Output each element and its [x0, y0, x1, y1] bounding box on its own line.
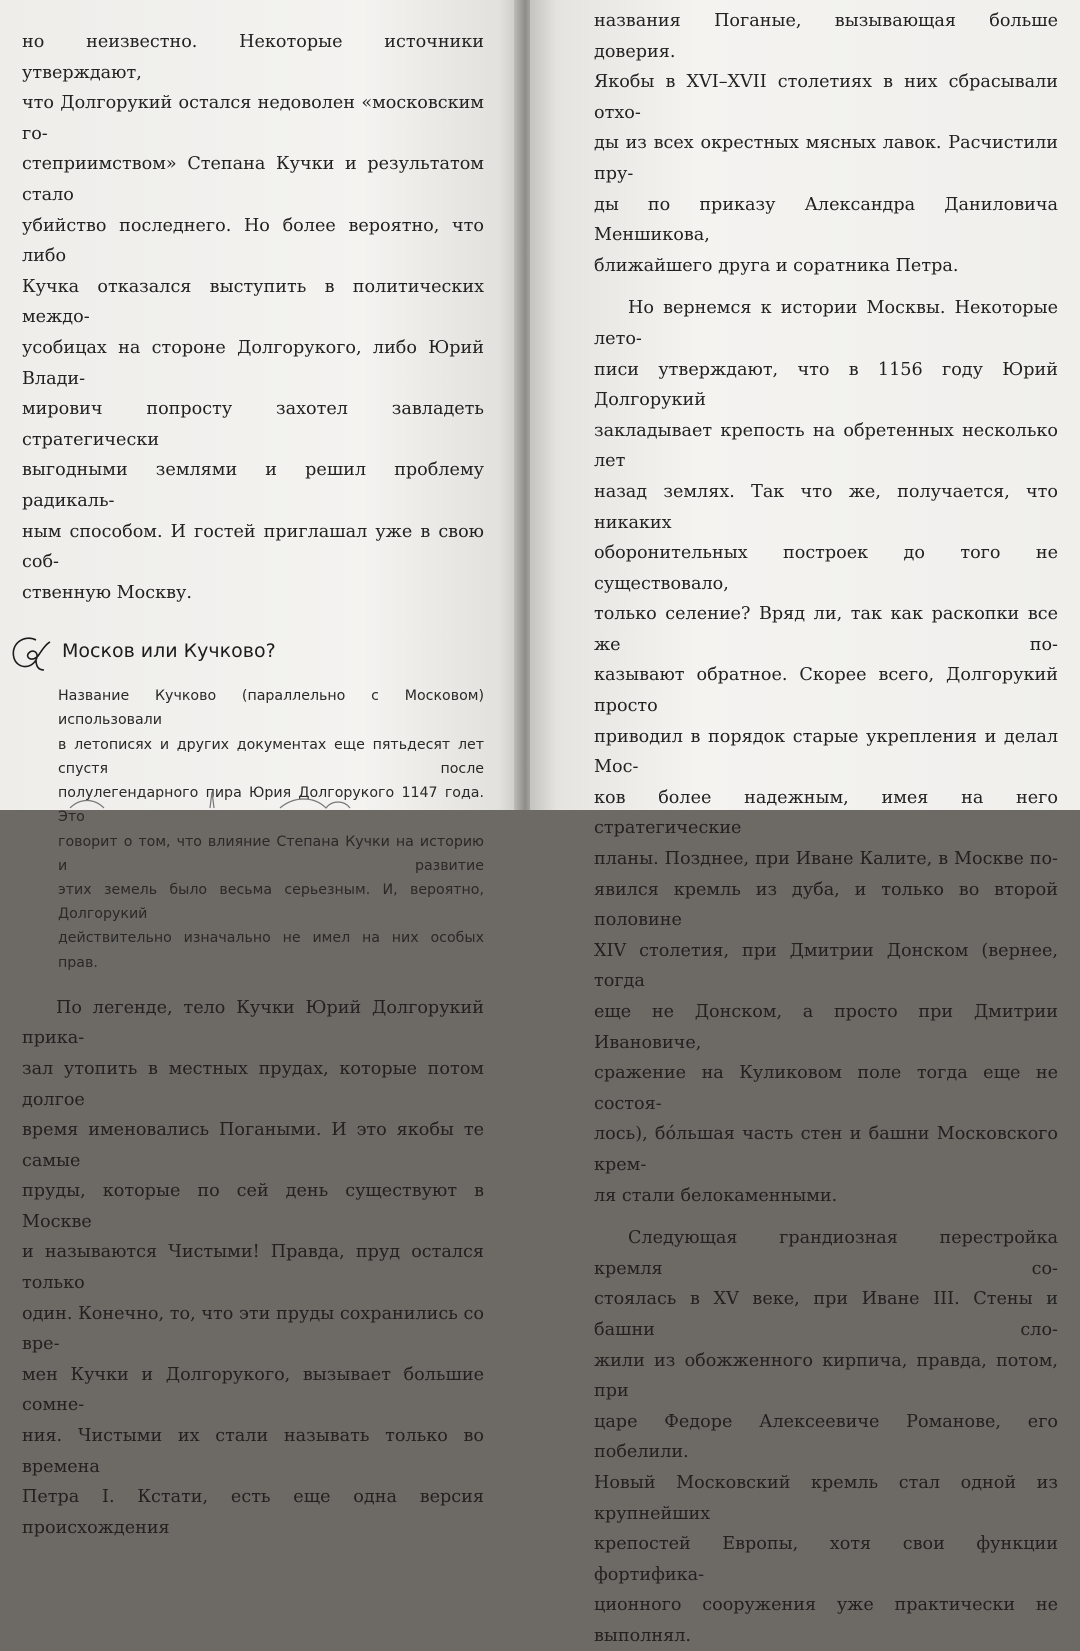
text-line: пруды, которые по сей день существуют в Москве — [22, 1181, 484, 1232]
text-line: писи утверждают, что в 1156 году Юрий Долгорукий — [594, 359, 1058, 411]
text-line: еще не Донском, а просто при Дмитрии Ивановиче, — [594, 1002, 1058, 1053]
text-line: ближайшего друга и соратника Петра. — [594, 255, 959, 276]
sidebar-line: действительно изначально не имел на них особых прав. — [58, 930, 484, 971]
text-line: только селение? Вряд ли, так как раскопки все же по- — [594, 604, 1058, 655]
text-line: мирович попросту захотел завладеть стратегически — [22, 399, 484, 450]
text-line: планы. Позднее, при Иване Калите, в Москве по- — [594, 849, 1058, 870]
right-paragraph-1 — [594, 6, 1058, 281]
text-line: ным способом. И гостей приглашал уже в свою соб- — [22, 521, 484, 573]
text-line: сражение на Куликовом поле тогда еще не состоя- — [594, 1063, 1058, 1114]
text-line: но неизвестно. Некоторые источники утверждают, — [22, 32, 484, 83]
right-paragraph-2 — [594, 293, 1058, 1211]
text-line: лось), бо́льшая часть стен и башни Московского крем- — [594, 1124, 1058, 1175]
text-line: Но вернемся к истории Москвы. Некоторые лето- — [594, 298, 1058, 349]
sidebar-heading — [22, 624, 484, 674]
right-paragraph-3 — [594, 1223, 1058, 1651]
sidebar-line: этих земель было весьма серьезным. И, вероятно, Долгорукий — [58, 881, 484, 923]
text-line: закладывает крепость на обретенных несколько лет — [594, 420, 1058, 472]
text-line: крепостей Европы, хотя свои функции фортифика- — [594, 1534, 1058, 1585]
text-line: один. Конечно, то, что эти пруды сохранились со вре- — [22, 1303, 484, 1355]
text-line: выгодными землями и решил проблему радикаль- — [22, 460, 484, 511]
text-line: ды по приказу Александра Даниловича Меншикова, — [594, 194, 1058, 246]
text-line: время именовались Погаными. И это якобы те самые — [22, 1120, 484, 1171]
text-line: царе Федоре Алексеевиче Романове, его побелили. — [594, 1411, 1058, 1463]
text-line: и называются Чистыми! Правда, пруд остался только — [22, 1242, 484, 1294]
left-page — [0, 0, 520, 1538]
decorative-flourish-icon — [6, 630, 54, 674]
text-line: убийство последнего. Но более вероятно, что либо — [22, 215, 484, 267]
sidebar-line: в летописях и других документах еще пятьдесят лет спустя после — [58, 736, 484, 777]
text-line: ля стали белокаменными. — [594, 1185, 838, 1206]
text-line: Новый Московский кремль стал одной из крупнейших — [594, 1472, 1058, 1524]
text-line: усобицах на стороне Долгорукого, либо Юрий Влади- — [22, 337, 484, 389]
text-line: стоялась в XV веке, при Иване III. Стены и башни сло- — [594, 1289, 1058, 1340]
text-line: назад землях. Так что же, получается, что никаких — [594, 481, 1058, 533]
text-line: ционного сооружения уже практически не выполнял. — [594, 1595, 1058, 1646]
text-line: оборонительных построек до того не существовало, — [594, 543, 1058, 594]
text-line: зал утопить в местных прудах, которые потом долгое — [22, 1058, 484, 1110]
sidebar-title: Москов или Кучково? — [62, 640, 276, 663]
sidebar-line: полулегендарного пира Юрия Долгорукого 1147 года. Это — [58, 785, 484, 826]
text-line: ственную Москву. — [22, 582, 192, 603]
text-line: Якобы в XVI–XVII столетиях в них сбрасывали отхо- — [594, 72, 1058, 123]
text-line: ды из всех окрестных мясных лавок. Расчистили пру- — [594, 133, 1058, 184]
right-page — [530, 0, 1080, 1646]
text-line: явился кремль из дуба, и только во второй половине — [594, 879, 1058, 931]
sidebar-line: говорит о том, что влияние Степана Кучки на историю и развитие — [58, 833, 484, 874]
text-line: жили из обожженного кирпича, правда, потом, при — [594, 1350, 1058, 1402]
text-line: ния. Чистыми их стали называть только во времена — [22, 1426, 484, 1477]
text-line: Петра I. Кстати, есть еще одна версия происхождения — [22, 1487, 484, 1538]
text-line: казывают обратное. Скорее всего, Долгорукий просто — [594, 665, 1058, 717]
text-line: Кучка отказался выступить в политических междо- — [22, 276, 484, 328]
sidebar-note — [22, 684, 484, 974]
text-line: мен Кучки и Долгорукого, вызывает большие сомне- — [22, 1364, 484, 1416]
text-line: XIV столетия, при Дмитрии Донском (вернее, тогда — [594, 940, 1058, 992]
text-line: По легенде, тело Кучки Юрий Долгорукий прика- — [22, 997, 484, 1049]
bottom-ornament-icon — [60, 786, 420, 810]
text-line: что Долгорукий остался недоволен «московским го- — [22, 93, 484, 144]
left-opening-paragraph — [22, 27, 484, 608]
text-line: названия Поганые, вызывающая больше доверия. — [594, 11, 1058, 62]
left-legend-paragraph — [22, 993, 484, 1544]
sidebar-line: Название Кучково (параллельно с Московом) использовали — [58, 688, 484, 729]
text-line: ков более надежным, имея на него стратегические — [594, 787, 1058, 839]
text-line: приводил в порядок старые укрепления и делал Мос- — [594, 726, 1058, 778]
text-line: степриимством» Степана Кучки и результатом стало — [22, 154, 484, 205]
text-line: Следующая грандиозная перестройка кремля со- — [594, 1228, 1058, 1279]
